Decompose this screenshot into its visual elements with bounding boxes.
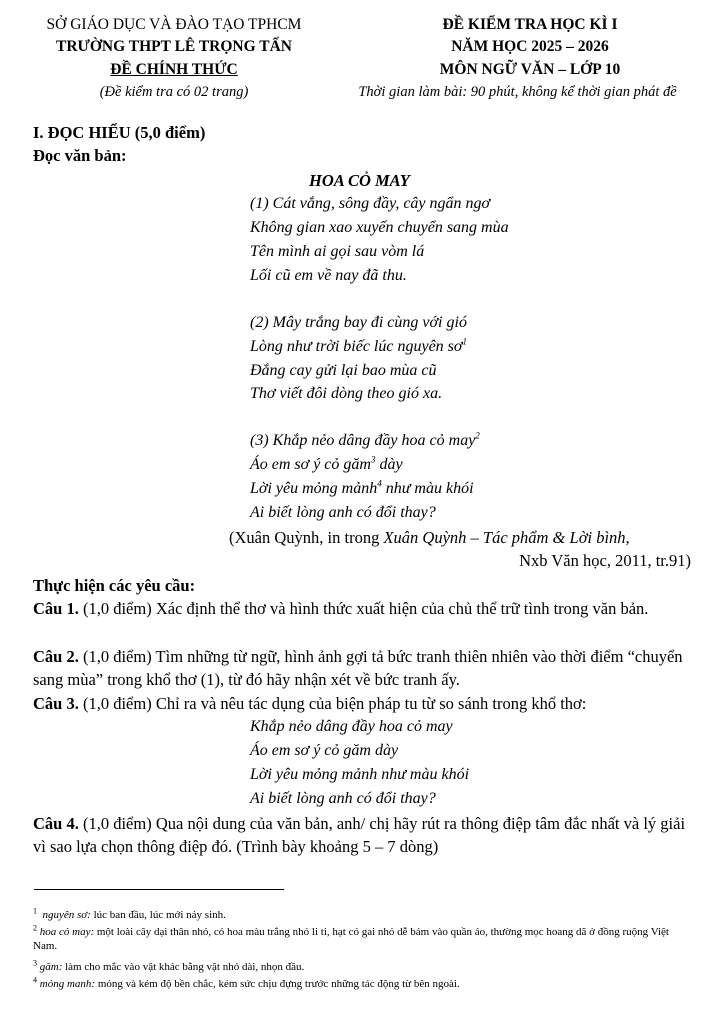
footnote-divider [34,889,284,890]
subject-label: MÔN NGỮ VĂN – LỚP 10 [439,61,621,78]
poem-line: Ai biết lòng anh có đổi thay? [250,504,436,521]
source-book: Xuân Quỳnh – Tác phẩm & Lời bình, [383,528,630,547]
school-name: TRƯỜNG THPT LÊ TRỌNG TẤN [56,38,292,55]
time-note: Thời gian làm bài: 90 phút, không kể thời gian phát đề [358,84,677,100]
read-label: Đọc văn bản: [33,146,127,165]
poem-line: Lòng như trời biếc lúc nguyên $sơ^1$ [250,336,467,355]
footnote-3: $^3$ găm: làm cho mắc vào vật khác bằng vật nhỏ dài, nhọn đầu. [33,958,305,973]
poem-line: Áo em sơ ý cỏ găm$^3$ dày [250,454,403,473]
footnote-mark: 2 [475,430,480,441]
poem-line: Tên mình ai gọi sau vòm lá [250,243,425,260]
section-heading: I. ĐỌC HIỂU (5,0 điểm) [33,123,206,142]
exam-title: ĐỀ KIỂM TRA HỌC KÌ I [442,16,618,33]
question-1: Câu 1. (1,0 điểm) Xác định thể thơ và hình thức xuất hiện của chủ thể trữ tình trong văn bản. [33,599,649,618]
footnote-mark: 1 [462,336,467,347]
quote-line: Lời yêu mỏng mảnh như màu khói [250,766,470,783]
poem-line: (1) Cát vắng, sông đầy, cây ngẩn ngơ [250,195,491,212]
footnote-mark: 3 [370,454,376,465]
question-4: Câu 4. (1,0 điểm) Qua nội dung của văn bản, anh/ chị hãy rút ra thông điệp tâm đắc nhất và lý giải vì sao lựa chọn thông điệp đó. (Trình bày khoảng 5 – 7 dòng) [33,814,686,856]
quote-line: Khắp nẻo dâng đầy hoa cỏ may [250,718,453,735]
poem-line: Lối cũ em về nay đã thu. [250,267,407,284]
poem-line: Không gian xao xuyến chuyển sang mùa [250,219,509,236]
poem-source: (Xuân Quỳnh, in trong Xuân Quỳnh – Tác phẩm & Lời bình, [229,528,630,547]
poem-line: (3) Khắp nẻo dâng đầy hoa cỏ may$^2$ [250,430,480,449]
tasks-heading: Thực hiện các yêu cầu: [33,576,196,595]
question-2: Câu 2. (1,0 điểm) Tìm những từ ngữ, hình ảnh gợi tả bức tranh thiên nhiên vào thời điểm “chuyển sang mùa” trong khổ thơ (1), từ đó hãy nhận xét về bức tranh ấy. [33,647,683,689]
footnote-1: $^1$ nguyên sơ: lúc ban đầu, lúc mới nảy sinh. [33,906,226,921]
pages-note: (Đề kiểm tra có 02 trang) [99,84,249,100]
poem-line: Lời yêu mỏng mảnh$^4$ như màu khói [250,478,474,497]
department-name: SỞ GIÁO DỤC VÀ ĐÀO TẠO TPHCM [46,16,302,33]
school-year: NĂM HỌC 2025 – 2026 [451,38,609,55]
poem-publisher: Nxb Văn học, 2011, tr.91) [519,551,691,570]
question-3: Câu 3. (1,0 điểm) Chỉ ra và nêu tác dụng của biện pháp tu từ so sánh trong khổ thơ: [33,694,587,713]
official-label: ĐỀ CHÍNH THỨC [110,61,238,78]
poem-title: HOA CỎ MAY [309,171,410,190]
poem-line: (2) Mây trắng bay đi cùng với gió [250,314,467,331]
quote-line: Ai biết lòng anh có đổi thay? [250,790,436,807]
footnote-mark: 4 [377,478,382,489]
poem-line: Đắng cay gửi lại bao mùa cũ [250,362,437,379]
footnote-4: $^4$ mỏng manh: mỏng và kém độ bền chắc, kém sức chịu đựng trước những tác động từ bên ngoài. [33,975,460,990]
footnote-2: $^2$ hoa cỏ may: một loài cây dại thân nhỏ, có hoa màu trắng nhỏ li ti, hạt có gai nhỏ dễ bám vào quần áo, thường mọc hoang dã ở đồng ruộng Việt Nam. [33,923,669,952]
quote-line: Áo em sơ ý cỏ găm dày [250,742,399,759]
poem-line: Thơ viết đôi dòng theo gió xa. [250,385,443,402]
